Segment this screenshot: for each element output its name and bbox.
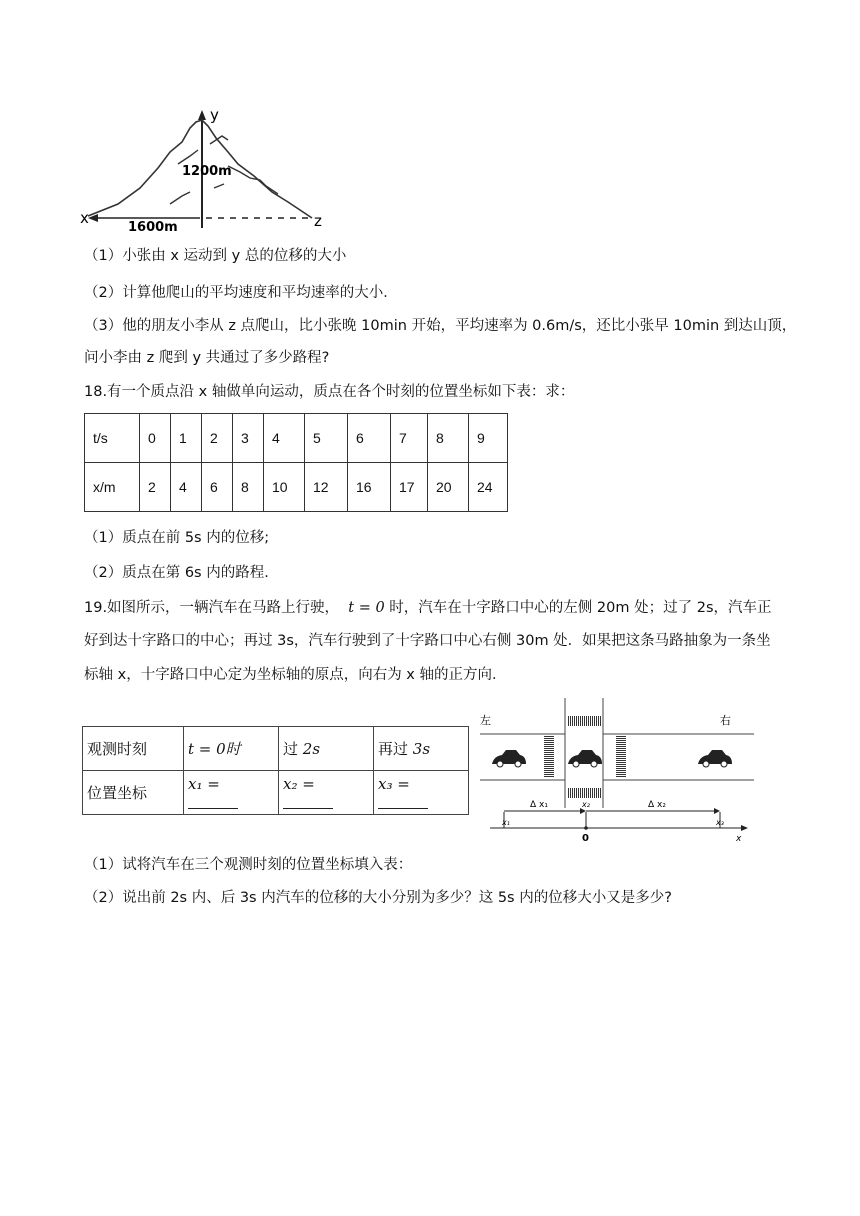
- q17-part1: （1）小张由 x 运动到 y 总的位移的大小: [84, 248, 347, 264]
- mountain-figure: [78, 106, 338, 236]
- q19-stem-a: 19.如图所示，一辆汽车在马路上行驶，: [84, 600, 340, 616]
- table-cell: 24: [469, 463, 508, 512]
- table-cell: 4: [171, 463, 202, 512]
- table-cell: 过 2s: [279, 727, 374, 771]
- table-cell: 20: [428, 463, 469, 512]
- table-row-label: x/m: [85, 463, 140, 512]
- q18-stem: 18.有一个质点沿 x 轴做单向运动，质点在各个时刻的位置坐标如下表：求：: [84, 384, 575, 400]
- axis-label: x: [736, 834, 742, 844]
- table-cell: t = 0时: [184, 727, 279, 771]
- table-row: [85, 414, 508, 463]
- table-cell: 2: [202, 414, 233, 463]
- table-cell: 9: [469, 414, 508, 463]
- table-cell: 2: [140, 463, 171, 512]
- q19-stem-line1: [84, 598, 772, 618]
- table-row: [85, 463, 508, 512]
- table-cell: x₃ =: [374, 771, 469, 815]
- q19-stem-line3: 标轴 x，十字路口中心定为坐标轴的原点，向右为 x 轴的正方向．: [84, 667, 507, 683]
- table-cell: 17: [391, 463, 428, 512]
- table-cell: 8: [233, 463, 264, 512]
- q19-stem-line2: 好到达十字路口的中心；再过 3s，汽车行驶到了十字路口中心右侧 30m 处．如果把这条马路抽象为一条坐: [84, 633, 771, 649]
- dx1-label: Δ x₁: [530, 800, 548, 810]
- car-icon: [492, 750, 526, 767]
- table-cell: 观测时刻: [83, 727, 184, 771]
- q18-table: [84, 413, 508, 512]
- table-row: [83, 771, 469, 815]
- q19-stem-b: 时，汽车在十字路口中心的左侧 20m 处；过了 2s，汽车正: [384, 600, 772, 616]
- q18-part2: （2）质点在第 6s 内的路程.: [84, 565, 269, 581]
- q19-part1: （1）试将汽车在三个观测时刻的位置坐标填入表：: [84, 857, 413, 873]
- table-cell: 6: [202, 463, 233, 512]
- table-row-label: t/s: [85, 414, 140, 463]
- table-cell: 6: [348, 414, 391, 463]
- width-label: 1600m: [128, 220, 178, 235]
- q18-part1: （1）质点在前 5s 内的位移;: [84, 530, 270, 546]
- z-point-label: z: [314, 212, 322, 230]
- table-cell: 3: [233, 414, 264, 463]
- q19-observation-table: [82, 726, 469, 815]
- table-cell: 12: [305, 463, 348, 512]
- car-icon: [698, 750, 732, 767]
- table-cell: 7: [391, 414, 428, 463]
- q19-stem-t0: t = 0: [348, 600, 385, 616]
- table-cell: 1: [171, 414, 202, 463]
- x2-tick-label: x₂: [582, 800, 590, 809]
- answer-blank: [188, 794, 238, 809]
- table-cell: x₁ =: [184, 771, 279, 815]
- right-label: 右: [720, 714, 731, 727]
- table-row: [83, 727, 469, 771]
- q17-part3-line2: 问小李由 z 爬到 y 共通过了多少路程?: [84, 350, 330, 366]
- x-point-label: x: [80, 209, 89, 227]
- origin-label: 0: [582, 833, 589, 844]
- road-diagram: [476, 696, 766, 844]
- table-cell: 5: [305, 414, 348, 463]
- answer-blank: [378, 794, 428, 809]
- y-axis-label: y: [210, 106, 219, 124]
- table-cell: 10: [264, 463, 305, 512]
- table-cell: 再过 3s: [374, 727, 469, 771]
- answer-blank: [283, 794, 333, 809]
- x3-tick-label: x₃: [716, 818, 724, 827]
- table-cell: x₂ =: [279, 771, 374, 815]
- q19-part2: （2）说出前 2s 内、后 3s 内汽车的位移的大小分别为多少？这 5s 内的位移大小又是多少?: [84, 890, 672, 906]
- table-cell: 4: [264, 414, 305, 463]
- table-cell: 16: [348, 463, 391, 512]
- q17-part2: （2）计算他爬山的平均速度和平均速率的大小．: [84, 285, 398, 301]
- q17-part3-line1: （3）他的朋友小李从 z 点爬山，比小张晚 10min 开始，平均速率为 0.6m/s，还比小张早 10min 到达山顶，: [84, 318, 797, 334]
- left-label: 左: [480, 714, 491, 727]
- car-icon: [568, 750, 602, 767]
- table-cell: 位置坐标: [83, 771, 184, 815]
- dx2-label: Δ x₂: [648, 800, 666, 810]
- x1-tick-label: x₁: [502, 818, 510, 827]
- table-cell: 0: [140, 414, 171, 463]
- table-cell: 8: [428, 414, 469, 463]
- height-label: 1200m: [182, 164, 232, 179]
